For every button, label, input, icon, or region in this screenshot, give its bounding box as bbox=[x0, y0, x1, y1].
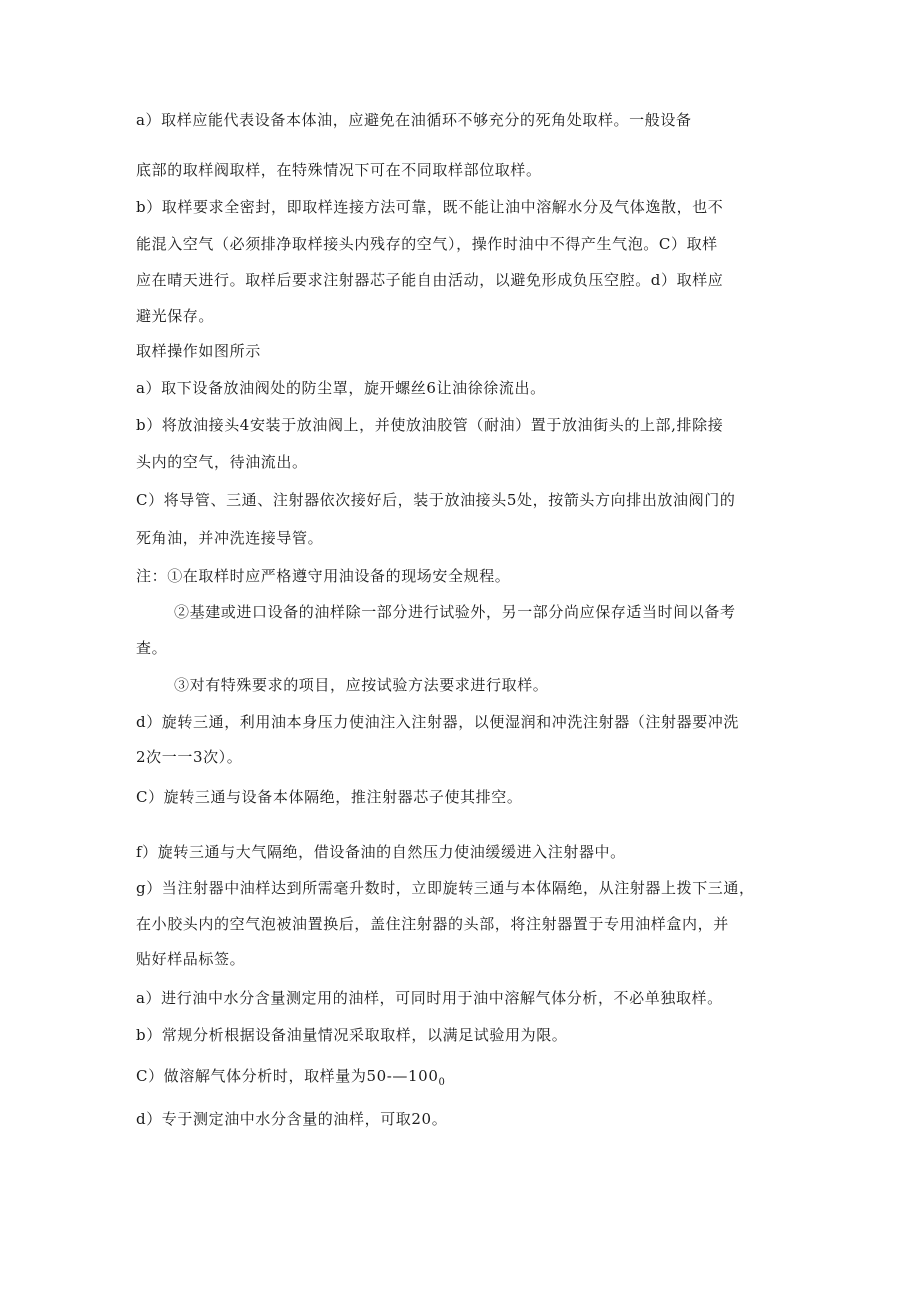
paragraph-line: 避光保存。 bbox=[136, 307, 215, 325]
paragraph-line: b）常规分析根据设备油量情况采取取样，以满足试验用为限。 bbox=[136, 1026, 568, 1044]
section-heading: 取样操作如图所示 bbox=[136, 342, 261, 360]
paragraph-line: d）旋转三通，利用油本身压力使油注入注射器，以便湿润和冲洗注射器（注射器要冲洗 bbox=[136, 713, 740, 731]
paragraph-line: 贴好样品标签。 bbox=[136, 950, 246, 968]
paragraph-line: 能混入空气（必须排净取样接头内残存的空气），操作时油中不得产生气泡。C）取样 bbox=[136, 235, 718, 253]
paragraph-line bbox=[136, 1066, 445, 1089]
paragraph-line: d）专于测定油中水分含量的油样，可取20。 bbox=[136, 1110, 448, 1128]
paragraph-line: g）当注射器中油样达到所需毫升数时，立即旋转三通与本体隔绝，从注射器上拨下三通， bbox=[136, 879, 755, 897]
paragraph-line: C）旋转三通与设备本体隔绝，推注射器芯子使其排空。 bbox=[136, 788, 523, 806]
paragraph-line: a）取下设备放油阀处的防尘罩，旋开螺丝6让油徐徐流出。 bbox=[136, 379, 546, 397]
paragraph-line: f）旋转三通与大气隔绝，借设备油的自然压力使油缓缓进入注射器中。 bbox=[136, 843, 626, 861]
paragraph-line: 死角油，并冲洗连接导管。 bbox=[136, 529, 324, 547]
paragraph-line: 在小胶头内的空气泡被油置换后，盖住注射器的头部，将注射器置于专用油样盒内，并 bbox=[136, 915, 729, 933]
paragraph-line: 应在晴天进行。取样后要求注射器芯子能自由活动，以避免形成负压空腔。d）取样应 bbox=[136, 271, 724, 289]
sample-volume-text: C）做溶解气体分析时，取样量为50-—100 bbox=[136, 1067, 439, 1085]
paragraph-line: a）取样应能代表设备本体油，应避免在油循环不够充分的死角处取样。一般设备 bbox=[136, 111, 692, 129]
note-line: 注：①在取样时应严格遵守用油设备的现场安全规程。 bbox=[136, 567, 511, 585]
paragraph-line: 头内的空气，待油流出。 bbox=[136, 453, 308, 471]
paragraph-line: b）取样要求全密封，即取样连接方法可靠，既不能让油中溶解水分及气体逸散，也不 bbox=[136, 198, 724, 216]
paragraph-line: C）将导管、三通、注射器依次接好后，装于放油接头5处，按箭头方向排出放油阀门的 bbox=[136, 491, 736, 509]
subscript-digit: 0 bbox=[438, 1077, 446, 1088]
note-line: 查。 bbox=[136, 639, 168, 657]
paragraph-line: 底部的取样阀取样，在特殊情况下可在不同取样部位取样。 bbox=[136, 161, 542, 179]
paragraph-line: a）进行油中水分含量测定用的油样，可同时用于油中溶解气体分析，不必单独取样。 bbox=[136, 989, 723, 1007]
paragraph-line: b）将放油接头4安装于放油阀上，并使放油胶管（耐油）置于放油街头的上部,排除接 bbox=[136, 416, 724, 434]
paragraph-line: 2次一一3次）。 bbox=[136, 748, 243, 766]
note-line: ②基建或进口设备的油样除一部分进行试验外，另一部分尚应保存适当时间以备考 bbox=[174, 603, 736, 621]
note-line: ③对有特殊要求的项目，应按试验方法要求进行取样。 bbox=[174, 676, 549, 694]
